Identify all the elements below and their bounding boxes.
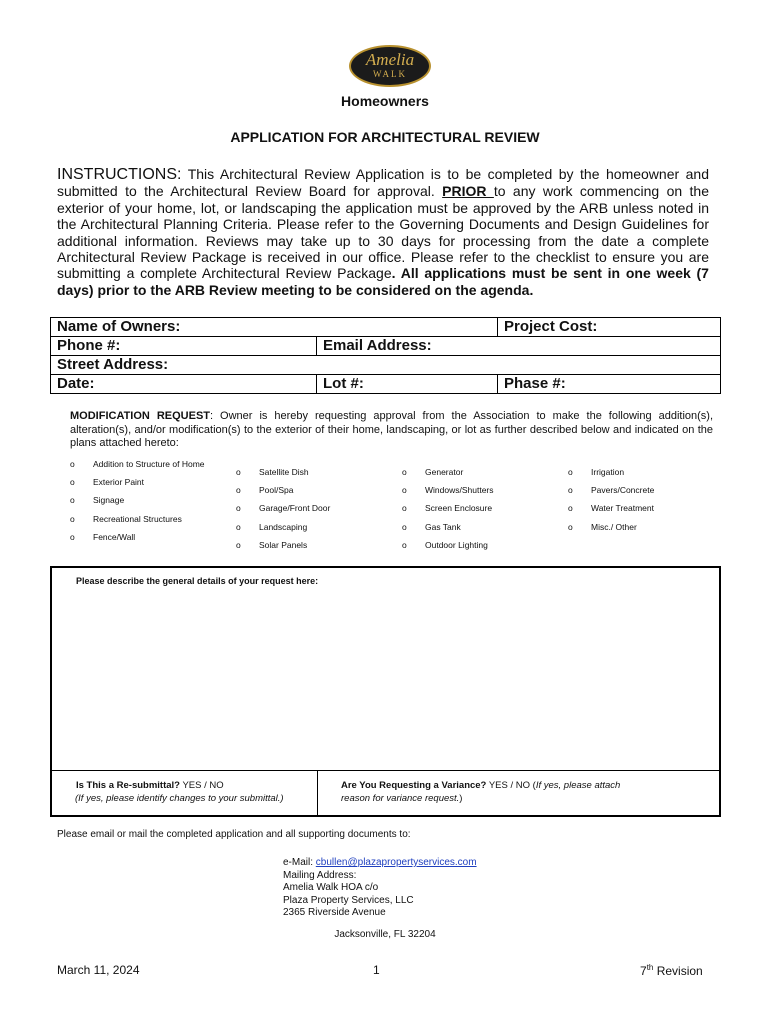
option-label: Garage/Front Door (259, 503, 331, 514)
logo-line1: Amelia (365, 50, 415, 69)
option-label: Fence/Wall (93, 531, 136, 542)
option-misc-other[interactable] (568, 522, 728, 534)
option-label: Pool/Spa (259, 485, 294, 496)
option-irrigation[interactable] (568, 467, 728, 479)
mailing-line2: Plaza Property Services, LLC (283, 894, 414, 906)
option-label: Screen Enclosure (425, 503, 493, 514)
option-label: Satellite Dish (259, 467, 309, 477)
instructions-prior: PRIOR (442, 183, 494, 200)
variance-label: Are You Requesting a Variance? (341, 780, 487, 791)
option-water-treatment[interactable] (568, 503, 728, 515)
option-generator[interactable] (402, 467, 562, 479)
checkbox-bullet[interactable]: o (402, 503, 407, 514)
checkbox-bullet[interactable]: o (402, 539, 407, 550)
email-field[interactable]: Email Address: (317, 337, 721, 356)
revision (640, 963, 703, 978)
option-label: Addition to Structure of Home (93, 459, 205, 469)
checkbox-bullet[interactable]: o (236, 485, 241, 496)
option-signage[interactable] (70, 495, 230, 507)
street-address-field[interactable]: Street Address: (51, 356, 721, 375)
resubmittal-note-text: (If yes, please identify changes to your submittal.) (75, 793, 284, 804)
variance-close: ) (459, 793, 463, 804)
resubmittal-options: YES / NO (180, 780, 224, 791)
mailing-block (283, 857, 477, 920)
modification-label: MODIFICATION REQUEST (70, 410, 211, 422)
option-label: Windows/Shutters (425, 485, 494, 496)
submission-note: Please email or mail the completed application and all supporting documents to: (57, 829, 411, 840)
email-label: e-Mail: (283, 857, 316, 868)
checkbox-bullet[interactable]: o (70, 531, 75, 542)
option-label: Signage (93, 495, 125, 506)
option-exterior-paint[interactable] (70, 477, 230, 489)
variance-note: If yes, please attach reason for variance request. (341, 780, 621, 804)
divider (52, 770, 719, 771)
revision-text: Revision (653, 964, 703, 978)
lot-field[interactable]: Lot #: (317, 375, 498, 394)
variance-question[interactable] (341, 779, 631, 805)
option-label: Landscaping (259, 521, 308, 532)
option-label: Gas Tank (425, 521, 461, 532)
instructions-part2: to any work commencing on the exterior of your home, lot, or landscaping the application must be approved by the ARB unless noted in the Architectural Planning Criteria. Please refer to the Governing Documents and Design Guidelines for additional information. Reviews may take up to 30 days for processing from the date a complete Architectural Review Package is received in our office. Please refer to the checklist to ensure you are submitting a complete Architectural Review Package (57, 183, 710, 282)
checkbox-bullet[interactable]: o (70, 513, 75, 524)
amelia-walk-logo (349, 45, 431, 87)
details-label: Please describe the general details of your request here: (76, 576, 319, 586)
mailing-line1: Amelia Walk HOA c/o (283, 882, 379, 893)
project-cost-field[interactable]: Project Cost: (498, 318, 721, 337)
footer-date: March 11, 2024 (57, 963, 140, 977)
variance-options: YES / NO ( (486, 780, 536, 791)
owners-field[interactable]: Name of Owners: (51, 318, 498, 337)
instructions (57, 166, 709, 298)
checkbox-bullet[interactable]: o (568, 467, 573, 477)
resubmittal-note (75, 792, 284, 805)
page-title: APPLICATION FOR ARCHITECTURAL REVIEW (230, 129, 540, 145)
option-label: Exterior Paint (93, 477, 145, 488)
option-label: Solar Panels (259, 539, 308, 550)
checkbox-bullet[interactable]: o (236, 503, 241, 514)
checkbox-bullet[interactable]: o (236, 539, 241, 550)
header-org: Homeowners (341, 93, 429, 109)
checkbox-bullet[interactable]: o (402, 467, 407, 477)
mailing-city: Jacksonville, FL 32204 (334, 929, 436, 940)
phase-field[interactable]: Phase #: (498, 375, 721, 394)
option-label: Pavers/Concrete (591, 485, 655, 496)
option-solar-panels[interactable] (236, 540, 396, 552)
checkbox-bullet[interactable]: o (402, 485, 407, 496)
option-pavers-concrete[interactable] (568, 485, 728, 497)
logo-line2: WALK (373, 69, 407, 79)
option-recreational-structures[interactable] (70, 514, 230, 526)
option-landscaping[interactable] (236, 522, 396, 534)
checkbox-bullet[interactable]: o (70, 477, 75, 488)
option-label: Irrigation (591, 467, 625, 477)
resubmittal-label: Is This a Re-submittal? (76, 780, 180, 791)
option-satellite-dish[interactable] (236, 467, 396, 479)
resubmittal-question[interactable] (76, 779, 224, 792)
option-addition-to-structure-of-home[interactable] (70, 459, 230, 471)
instructions-part1: This Architectural Review Application is to be completed by the homeowner and submitted to the Architectural Review Board for approval. (57, 166, 709, 200)
mailing-line3: 2365 Riverside Avenue (283, 907, 386, 918)
option-windows-shutters[interactable] (402, 485, 562, 497)
checkbox-bullet[interactable]: o (568, 521, 573, 532)
checkbox-bullet[interactable]: o (568, 503, 573, 514)
modification-text: : Owner is hereby requesting approval from the Association to make the following addition(s), alteration(s), and/or modification(s) to the exterior of their home, landscaping, or lot as further described below and indicated on the plans attached hereto: (70, 410, 714, 449)
mailing-label: Mailing Address: (283, 869, 357, 881)
option-gas-tank[interactable] (402, 522, 562, 534)
option-label: Outdoor Lighting (425, 539, 488, 550)
divider-vertical (317, 770, 318, 816)
option-label: Generator (425, 467, 464, 477)
checkbox-bullet[interactable]: o (402, 521, 407, 532)
option-label: Water Treatment (591, 503, 654, 514)
checkbox-bullet[interactable]: o (236, 521, 241, 532)
option-outdoor-lighting[interactable] (402, 540, 562, 552)
checkbox-bullet[interactable]: o (568, 485, 573, 496)
option-label: Recreational Structures (93, 513, 182, 524)
modification-request (70, 410, 713, 451)
option-garage-front-door[interactable] (236, 503, 396, 515)
page-number: 1 (373, 963, 380, 977)
instructions-lead: INSTRUCTIONS: (57, 166, 182, 183)
checkbox-bullet[interactable]: o (70, 459, 75, 469)
checkbox-bullet[interactable]: o (236, 467, 241, 477)
date-field[interactable]: Date: (51, 375, 317, 394)
option-label: Misc./ Other (591, 521, 637, 532)
option-fence-wall[interactable] (70, 532, 230, 544)
owner-info-table (50, 317, 721, 394)
phone-field[interactable]: Phone #: (51, 337, 317, 356)
option-screen-enclosure[interactable] (402, 503, 562, 515)
option-pool-spa[interactable] (236, 485, 396, 497)
email-link[interactable]: cbullen@plazapropertyservices.com (315, 857, 477, 868)
instructions-bold: . All applications must be sent in one week (7 days) prior to the ARB Review meeting to be considered on the agenda. (57, 265, 709, 298)
revision-number: 7 (640, 964, 647, 978)
checkbox-bullet[interactable]: o (70, 495, 75, 506)
revision-suffix: th (646, 963, 654, 972)
